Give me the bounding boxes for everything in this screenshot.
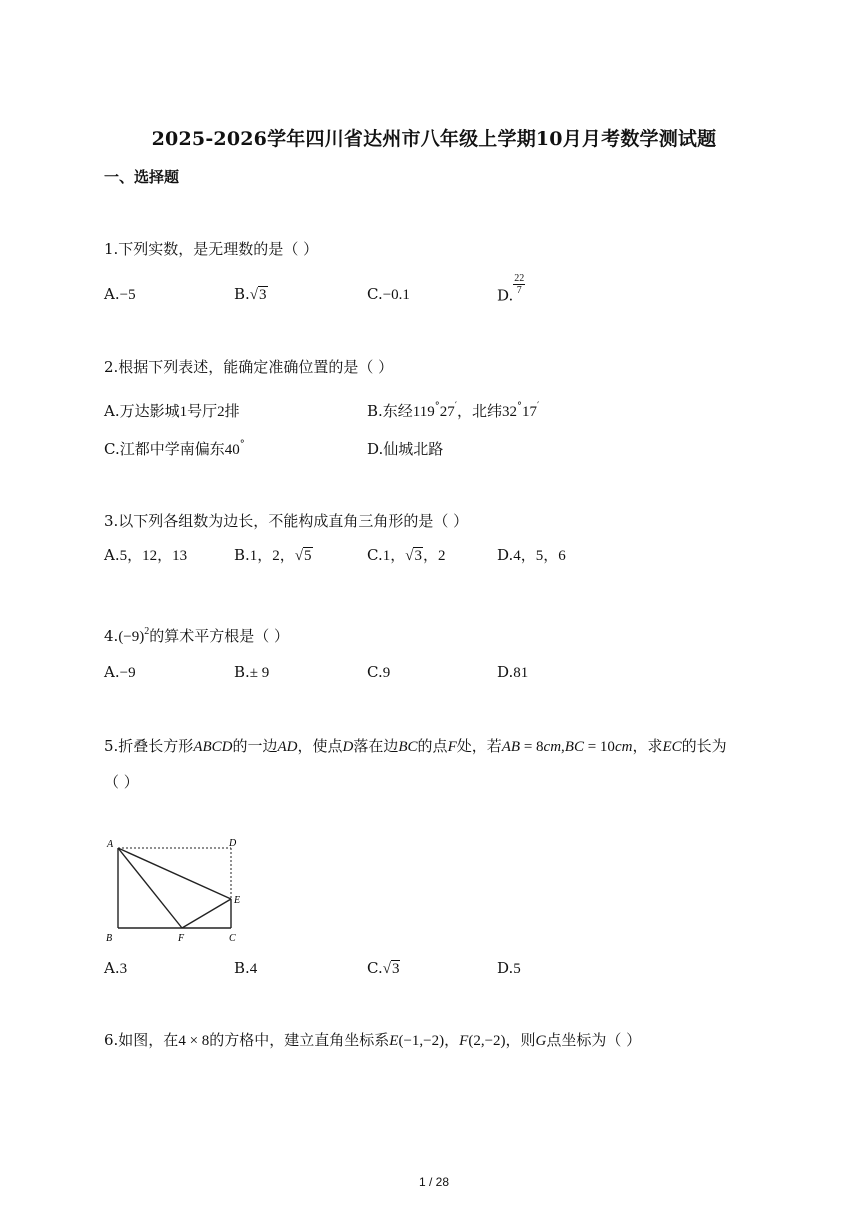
q1-option-d: D. $\frac{22}{7}$ bbox=[497, 273, 525, 305]
segment-fe bbox=[182, 899, 231, 928]
question-1-stem: 1.下列实数，是无理数的是（ ） bbox=[104, 240, 319, 258]
q2-option-c: C.江都中学南偏东40° bbox=[104, 439, 245, 458]
segment-af bbox=[118, 848, 182, 928]
q4-option-b: B.± 9 bbox=[234, 663, 270, 681]
label-e: E bbox=[234, 895, 241, 906]
question-3-stem: 3.以下列各组数为边长，不能构成直角三角形的是（ ） bbox=[104, 512, 469, 530]
q1-option-c: C.−0.1 bbox=[367, 285, 410, 303]
label-b: B bbox=[106, 933, 113, 944]
page-number: 1 / 28 bbox=[418, 1175, 450, 1189]
q3-option-c: C.1，√3，2 bbox=[367, 546, 446, 564]
section-heading: 一、选择题 bbox=[104, 168, 180, 186]
q2-option-b: B.东经119°27′，北纬32°17′ bbox=[367, 401, 540, 420]
question-4-stem: $4.(-9)^2$的算术平方根是（ ） bbox=[104, 626, 290, 645]
q3-option-b: B.1，2，√5 bbox=[234, 546, 312, 564]
q2-option-d: D.仙城北路 bbox=[367, 440, 444, 458]
q4-option-a: A.−9 bbox=[104, 663, 136, 681]
question-5-stem: 5.折叠长方形ABCD的一边AD，使点D落在边BC的点F处，若AB = 8cm,BC = 10cm，求EC的长为 bbox=[104, 737, 727, 755]
label-d: D bbox=[229, 838, 237, 849]
q4-option-c: C.9 bbox=[367, 663, 391, 681]
q5-option-c: C.√3 bbox=[367, 959, 400, 977]
question-5-stem-line2: （ ） bbox=[104, 773, 139, 791]
label-c: C bbox=[229, 933, 236, 944]
question-2-stem: 2.根据下列表述，能确定准确位置的是（ ） bbox=[104, 358, 394, 376]
q3-option-a: A.5，12，13 bbox=[104, 546, 188, 564]
q5-option-d: D.5 bbox=[497, 959, 521, 977]
label-f: F bbox=[178, 933, 185, 944]
q3-option-d: D.4，5，6 bbox=[497, 546, 566, 564]
q2-option-a: A.万达影城1号厅2排 bbox=[104, 402, 240, 420]
q4-option-d: D.81 bbox=[497, 663, 529, 681]
q1-option-b: B.√3 bbox=[234, 285, 267, 303]
q5-option-a: A.3 bbox=[104, 959, 128, 977]
question-6-stem: 6.如图，在4 × 8的方格中，建立直角坐标系E(−1,−2)，F(2,−2)，则G点坐标为（ ） bbox=[104, 1031, 642, 1049]
page-title: 2025-2026学年四川省达州市八年级上学期10月月考数学测试题 bbox=[151, 128, 717, 150]
segment-ae bbox=[118, 848, 231, 899]
label-a: A bbox=[107, 839, 114, 850]
q1-option-a: A.−5 bbox=[104, 285, 136, 303]
q5-option-b: B.4 bbox=[234, 959, 258, 977]
q5-rectangle-fold-figure bbox=[100, 832, 250, 948]
